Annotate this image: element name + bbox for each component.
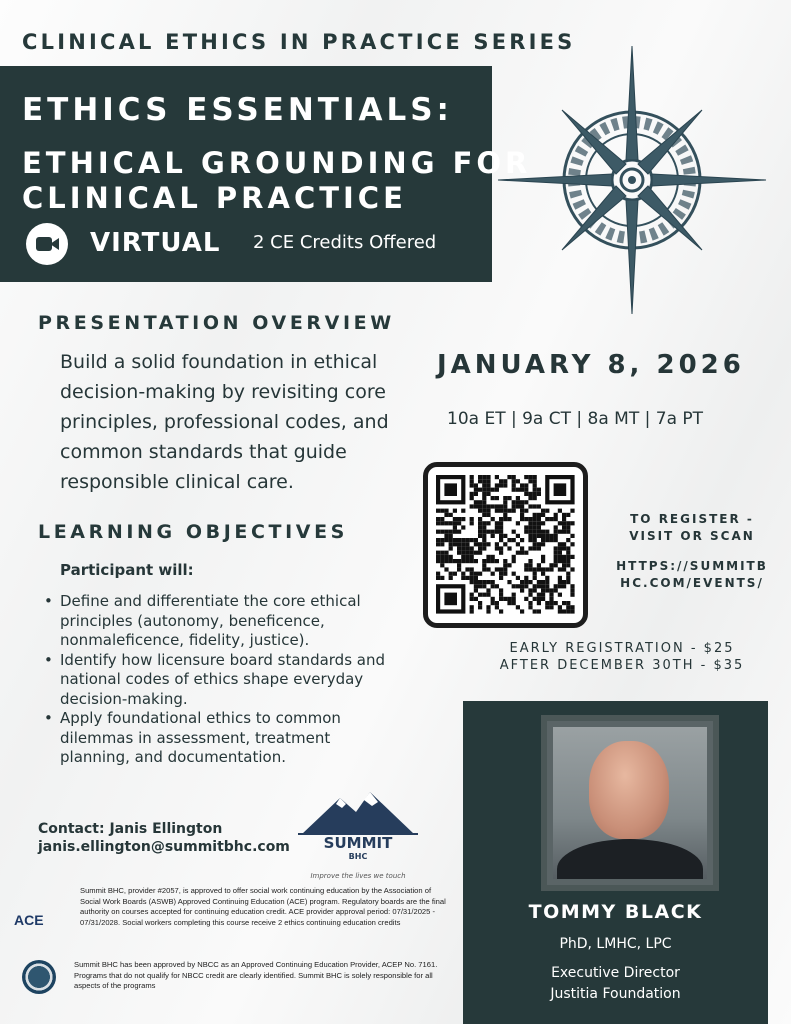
event-times: 10a ET | 9a CT | 8a MT | 7a PT [447, 409, 704, 429]
registration-url[interactable] [610, 558, 774, 592]
speaker-role [463, 963, 768, 1005]
objectives-heading: LEARNING OBJECTIVES [38, 521, 348, 543]
qr-pattern [428, 467, 583, 623]
overview-text: Build a solid foundation in ethical decision-making by revisiting core principles, professional codes, and common standards that guide responsible clinical care. [60, 351, 389, 493]
registration-qr-code[interactable] [423, 462, 588, 628]
register-line-1: TO REGISTER - [630, 512, 754, 526]
register-line-2: VISIT OR SCAN [629, 529, 755, 543]
event-title-line-2: ETHICAL GROUNDING FOR [22, 146, 532, 180]
speaker-credentials: PhD, LMHC, LPC [559, 936, 672, 952]
url-line-1: HTTPS://SUMMITB [616, 559, 768, 573]
contact-email[interactable]: janis.ellington@summitbhc.com [38, 839, 290, 855]
logo-tagline: Improve the lives we touch [310, 872, 406, 880]
mountain-icon [296, 788, 420, 836]
title-banner [0, 66, 532, 282]
register-instructions [612, 511, 772, 545]
speaker-panel [463, 701, 768, 1024]
logo-sub: BHC [348, 852, 368, 861]
nbcc-statement: Summit BHC has been approved by NBCC as an Approved Continuing Education Provider, ACEP No. 7161. Programs that do not qualify for NBCC credit are clearly identified. Summit BHC is solely responsible for all aspects of the programs [74, 960, 438, 990]
ace-statement: Summit BHC, provider #2057, is approved to offer social work continuing education by the Association of Social Work Boards (ASWB) Approved Continuing Education (ACE) program. Regulatory boards are the final authority on courses accepted for continuing education credit. ACE provider approval period: 07/31/2025 - 07/31/2028. Social workers completing this course receive 2 ethics continuing education credits [80, 886, 446, 927]
speaker-organization: Justitia Foundation [550, 986, 681, 1002]
event-title-line-3: CLINICAL PRACTICE [22, 181, 407, 215]
event-date: JANUARY 8, 2026 [437, 350, 745, 380]
speaker-photo [553, 727, 707, 879]
ace-logo: ACE [14, 912, 44, 928]
logo-name: SUMMIT [323, 834, 393, 852]
early-price: EARLY REGISTRATION - $25 [509, 641, 735, 656]
objectives-intro: Participant will: [60, 561, 194, 579]
objective-item: • Apply foundational ethics to common dilemmas in assessment, treatment planning, and documentation. [38, 709, 398, 768]
compass-rose-icon [494, 42, 769, 322]
summit-bhc-logo [296, 788, 420, 884]
contact-block [38, 820, 290, 856]
objective-item: • Define and differentiate the core ethical principles (autonomy, beneficence, nonmaleficence, fidelity, justice). [38, 592, 398, 651]
objective-item: • Identify how licensure board standards and national codes of ethics shape everyday decision-making. [38, 651, 398, 710]
url-line-2: HC.COM/EVENTS/ [620, 576, 764, 590]
pricing [488, 640, 756, 674]
video-camera-icon [26, 223, 68, 265]
objectives-list [38, 592, 398, 768]
overview-heading: PRESENTATION OVERVIEW [38, 312, 395, 334]
late-price: AFTER DECEMBER 30TH - $35 [499, 658, 745, 673]
contact-name: Contact: Janis Ellington [38, 821, 223, 837]
nbcc-seal-icon [22, 960, 56, 994]
speaker-photo-frame [541, 715, 719, 891]
format-label: VIRTUAL [90, 228, 221, 258]
event-title-line-1: ETHICS ESSENTIALS: [22, 92, 453, 128]
speaker-title: Executive Director [551, 965, 680, 981]
series-title: CLINICAL ETHICS IN PRACTICE SERIES [22, 30, 576, 54]
speaker-name: TOMMY BLACK [528, 901, 703, 923]
ce-credits: 2 CE Credits Offered [253, 232, 437, 253]
